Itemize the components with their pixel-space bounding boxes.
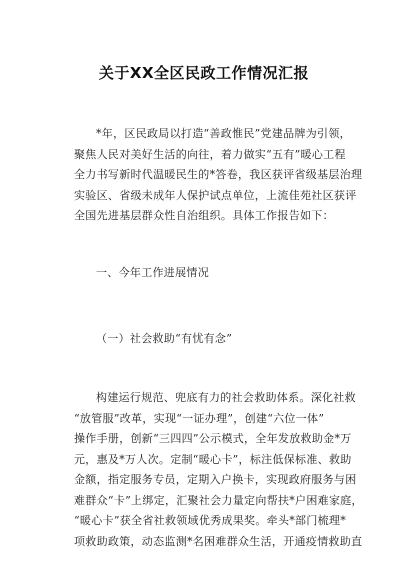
paragraph-line: 全国先进基层群众性自治组织。具体工作报告如下： <box>74 209 334 222</box>
paragraph-line: 项救助政策，动态监测*名困难群众生活，开通疫情救助直 <box>74 534 363 548</box>
document-title: 关于XX全区民政工作情况汇报 <box>98 64 310 82</box>
paragraph-line: 难群众“卡”上绑定，汇聚社会力量定向帮扶*户困难家庭， <box>74 493 363 507</box>
paragraph-line: 金额，指定服务专员，定期入户换卡，实现政府服务与困 <box>74 473 357 486</box>
body-paragraph <box>74 388 364 552</box>
paragraph-line: 操作手册，创新“三四四”公示模式，全年发放救助金*万 <box>74 432 352 445</box>
paragraph-line: 全力书写新时代温暖民生的*答卷，我区获评省级基层治理 <box>74 168 363 181</box>
subsection-heading: （一）社会救助“有忧有念” <box>96 332 233 345</box>
paragraph-line: “放管服”改革，实现“一证办理”，创建“六位一体” <box>74 411 325 425</box>
section-heading: 一、今年工作进展情况 <box>96 266 209 279</box>
paragraph-line: *年，区民政局以打造“善政惟民”党建品牌为引领， <box>96 127 351 140</box>
paragraph-line: 实验区、省级未成年人保护试点单位，上流佳苑社区获评 <box>74 188 357 202</box>
paragraph-line: 构建运行规范、兜底有力的社会救助体系。深化社救 <box>96 391 356 404</box>
paragraph-line: 元，惠及*万人次。定制“暖心卡”，标注低保标准、救助 <box>74 452 352 466</box>
paragraph-line: 聚焦人民对美好生活的向往，着力做实“五有”暖心工程 <box>74 147 346 161</box>
paragraph-line: “暖心卡”获全省社救领域优秀成果奖。牵头*部门梳理* <box>74 514 347 527</box>
intro-paragraph <box>74 124 364 227</box>
